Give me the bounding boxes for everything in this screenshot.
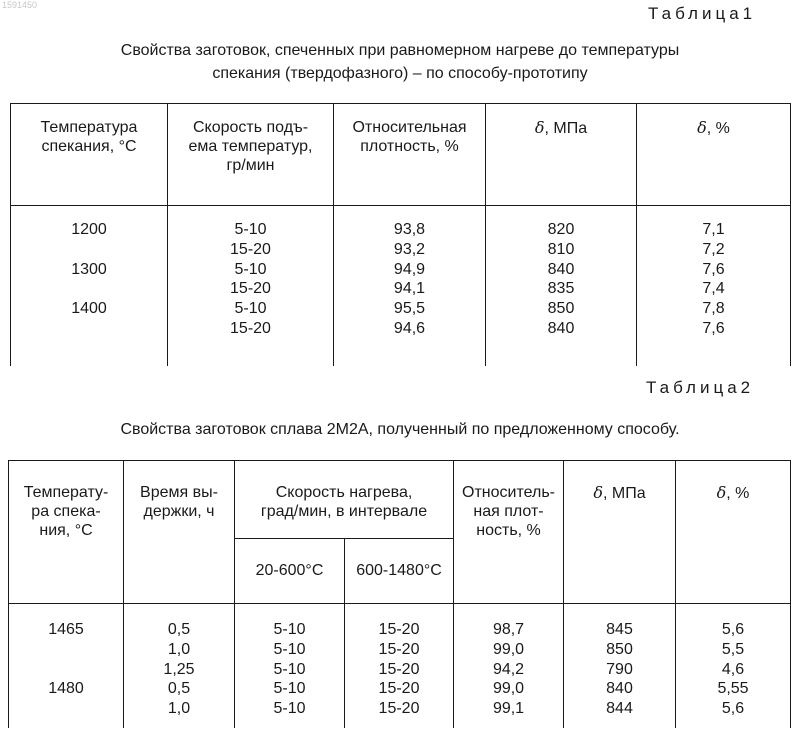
table2-header-hold	[124, 461, 235, 604]
table1-caption-line2: спекания (твердофазного) – по способу-прототипу	[212, 65, 588, 82]
cell-strength: 840	[606, 680, 633, 698]
cell-hold: 0,5	[167, 680, 191, 698]
cell-elong: 5,55	[717, 680, 749, 698]
table2-header-speed	[235, 461, 454, 539]
cell-temp: 1200	[71, 221, 107, 238]
header-text: ная плот-	[473, 503, 544, 520]
header-text: Температу-	[23, 484, 109, 501]
watermark-number: 1591450	[2, 0, 38, 10]
table1-caption	[0, 39, 800, 85]
header-text: , %	[706, 120, 730, 137]
cell-speed2: 15-20	[378, 680, 420, 698]
table2-col-elong	[676, 604, 791, 728]
table2	[8, 460, 791, 728]
header-text: град/мин, в интервале	[260, 503, 428, 520]
cell-density: 94,9	[393, 260, 426, 278]
cell-temp: 1400	[71, 300, 107, 318]
cell-strength: 850	[606, 640, 633, 658]
table1-col-elong	[637, 206, 791, 366]
table2-col-hold	[124, 604, 235, 728]
cell-speed1: 5-10	[273, 700, 306, 718]
header-text: Скорость подъ-	[192, 119, 309, 136]
cell-speed1: 5-10	[273, 640, 306, 658]
table1-col-temp	[11, 206, 168, 366]
cell-elong: 5,6	[721, 700, 745, 718]
cell-density: 99,1	[492, 700, 525, 718]
cell-speed: 5-10	[234, 221, 267, 238]
table2-body-row	[9, 604, 791, 728]
cell-speed2: 15-20	[378, 700, 420, 718]
cell-elong: 7,6	[702, 260, 725, 278]
header-text: , МПа	[603, 485, 646, 502]
cell-density: 99,0	[492, 640, 525, 658]
cell-strength: 840	[547, 319, 575, 337]
header-text: ема температур,	[188, 138, 313, 155]
table2-header-range2: 600-1480°С	[345, 539, 454, 604]
cell-speed: 5-10	[234, 300, 267, 318]
table1-header-speed	[168, 104, 334, 206]
header-text: Время вы-	[140, 484, 218, 501]
cell-strength: 850	[547, 300, 575, 318]
cell-density: 94,6	[393, 319, 426, 337]
table1-header-temp	[11, 104, 168, 206]
header-text: Относитель-	[462, 484, 555, 501]
cell-density: 94,1	[393, 280, 426, 298]
cell-elong: 7,1	[702, 221, 725, 238]
header-text: Относительная	[352, 119, 467, 136]
cell-strength: 810	[547, 240, 575, 258]
cell-elong: 4,6	[721, 660, 745, 678]
table1-body-row	[11, 206, 791, 366]
header-text: ния, °С	[39, 522, 93, 539]
table1-header-strength	[486, 104, 637, 206]
cell-strength: 840	[547, 260, 575, 278]
cell-strength: 845	[606, 621, 633, 638]
cell-speed2: 15-20	[378, 640, 420, 658]
header-text: Температура	[40, 119, 138, 136]
table2-col-strength	[564, 604, 676, 728]
cell-density: 94,2	[492, 660, 525, 678]
header-text: Скорость нагрева,	[275, 484, 413, 501]
table1-col-speed	[168, 206, 334, 366]
cell-elong: 7,6	[702, 319, 725, 337]
table2-col-speed2	[345, 604, 454, 728]
cell-speed1: 5-10	[273, 660, 306, 678]
cell-elong: 5,6	[721, 621, 745, 638]
table1-caption-line1: Свойства заготовок, спеченных при равномерном нагреве до температуры	[120, 42, 680, 59]
table2-label: Таблица2	[646, 378, 755, 397]
table2-caption: Свойства заготовок сплава 2М2А, полученный по предложенному способу.	[120, 421, 680, 438]
table2-header-strength	[564, 461, 676, 604]
table2-col-speed1	[235, 604, 345, 728]
table2-header-range1: 20-600°С	[235, 539, 345, 604]
table2-header-temp	[9, 461, 124, 604]
delta-symbol: δ	[697, 118, 707, 137]
table1-col-density	[334, 206, 486, 366]
table1-header-density	[334, 104, 486, 206]
table1-col-strength	[486, 206, 637, 366]
cell-hold: 1,0	[167, 640, 191, 658]
cell-elong: 7,2	[702, 240, 725, 258]
table1-header-elong	[637, 104, 791, 206]
cell-hold: 0,5	[167, 621, 191, 638]
cell-temp: 1465	[48, 621, 84, 638]
cell-elong: 5,5	[721, 640, 745, 658]
table2-col-density	[454, 604, 564, 728]
header-text: ность, %	[476, 522, 541, 539]
table1-label: Таблица1	[648, 4, 757, 23]
cell-density: 95,5	[393, 300, 426, 318]
cell-speed2: 15-20	[378, 621, 420, 638]
header-text: плотность, %	[360, 138, 459, 155]
header-text: , %	[726, 485, 750, 502]
delta-symbol: δ	[534, 118, 545, 137]
cell-density: 98,7	[492, 621, 525, 638]
header-text: гр/мин	[226, 157, 275, 174]
cell-hold: 1,25	[163, 660, 195, 678]
cell-density: 93,2	[393, 240, 426, 258]
cell-speed: 15-20	[230, 319, 271, 337]
cell-elong: 7,4	[702, 280, 725, 298]
table1	[10, 103, 791, 366]
cell-strength: 820	[547, 221, 575, 238]
table2-header-elong	[676, 461, 791, 604]
cell-speed1: 5-10	[273, 680, 306, 698]
table2-header-density	[454, 461, 564, 604]
cell-speed: 15-20	[230, 240, 271, 258]
cell-strength: 835	[547, 280, 575, 298]
header-text: , МПа	[544, 120, 588, 137]
cell-strength: 790	[606, 660, 633, 678]
cell-hold: 1,0	[167, 700, 191, 718]
delta-symbol: δ	[716, 483, 727, 502]
cell-speed1: 5-10	[273, 621, 306, 638]
cell-density: 99,0	[492, 680, 525, 698]
cell-elong: 7,8	[702, 300, 725, 318]
header-text: держки, ч	[143, 503, 215, 520]
cell-speed2: 15-20	[378, 660, 420, 678]
cell-speed: 15-20	[230, 280, 271, 298]
cell-temp: 1480	[48, 680, 84, 698]
cell-temp: 1300	[71, 260, 107, 278]
table2-col-temp	[9, 604, 124, 728]
header-text: спекания, °С	[41, 138, 137, 155]
cell-speed: 5-10	[234, 260, 267, 278]
table2-header-row	[9, 461, 791, 539]
cell-density: 93,8	[393, 221, 426, 238]
delta-symbol: δ	[593, 483, 604, 502]
header-text: ра спека-	[31, 503, 101, 520]
cell-strength: 844	[606, 700, 633, 718]
table1-header-row	[11, 104, 791, 206]
